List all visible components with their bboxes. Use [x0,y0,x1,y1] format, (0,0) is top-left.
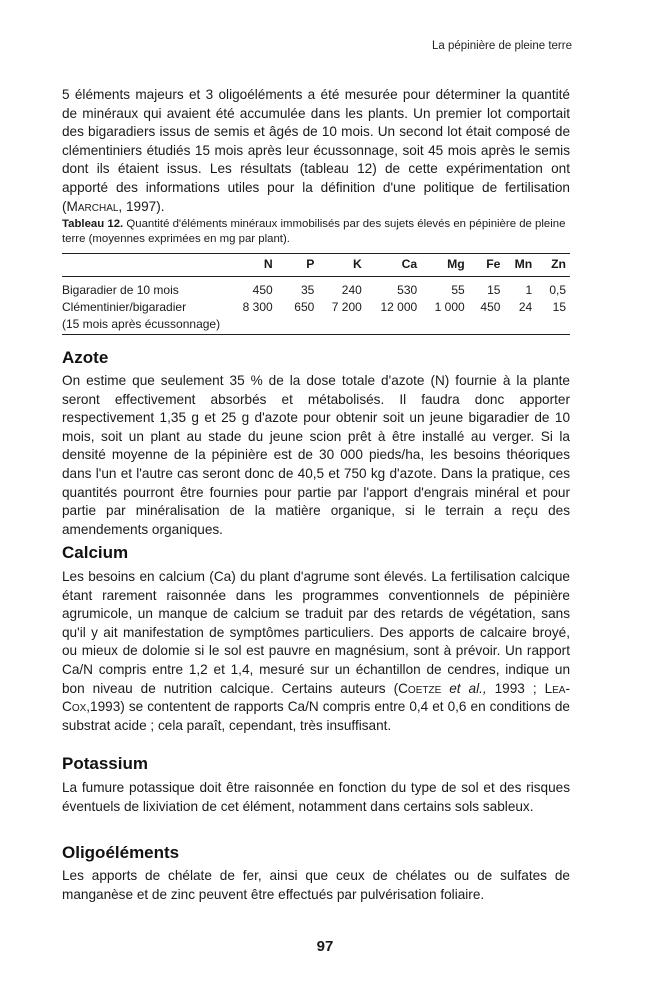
row-label: Clémentinier/bigaradier [62,300,187,314]
table-cell [318,315,366,335]
table-cell: 55 [451,283,465,297]
column-header: Zn [551,257,566,271]
calcium-text-end: ,1993) se contentent de rapports Ca/N compris entre 0,4 et 0,6 en conditions de substrat acide ; cela paraît, cependant, très insuffisant. [62,699,570,733]
table-cell [366,315,421,335]
section-heading-azote: Azote [62,348,109,367]
table-cell: 15 [552,300,566,314]
table-caption [62,217,570,247]
column-header: Fe [486,257,501,271]
table-cell: 15 [487,283,501,297]
column-header [62,254,233,277]
page-number: 97 [316,938,334,955]
row-label: Bigaradier de 10 mois [62,283,179,297]
intro-text: 5 éléments majeurs et 3 oligoéléments a été mesurée pour déterminer la quantité de minéraux qui avaient été accumulée dans les plants. Un premier lot comportait des bigaradiers issus de semis et âgés de 10 mois. Un second lot était composé de clémentiniers étudiés 15 mois après leur écussonnage, soit 45 mois après le semis dont ils étaient issus. Les résultats (tableau 12) de cette expérimentation ont apporté des informations utiles pour la définition d'une politique de fertilisation ( [62,87,570,214]
table-row [62,315,570,335]
table-cell: 7 200 [331,300,362,314]
table-cell [536,315,570,335]
citation-author: Lea-Cox [62,680,570,715]
column-header: Mn [514,257,533,271]
table-caption-text: Quantité d'éléments minéraux immobilisés par des sujets élevés en pépinière de pleine terre (moyennes exprimées en mg par plant). [62,218,566,245]
citation-author: Coetze [398,680,442,696]
section-text-azote: On estime que seulement 35 % de la dose totale d'azote (N) fournie à la plante seront effectivement absorbés et métabolisés. Il faudra donc apporter respectivement 1,35 g et 25 g d'azote pour obtenir soit un jeune bigaradier de 10 mois, soit un plant au stade du jeune scion prêt à être installé au verger. Si la densité moyenne de la pépinière est de 30 000 pieds/ha, les besoins théoriques dans l'un et l'autre cas seront donc de 40,5 et 750 kg d'azote. Dans la pratique, ces quantités pourront être fournies pour partie par l'apport d'engrais minéral et pour partie par minéralisation de la matière organique, si le terrain a reçu des amendements organiques. [62,373,570,537]
table-caption-label: Tableau 12. [62,218,124,230]
table-cell: 240 [341,283,362,297]
section-text-oligoelements: Les apports de chélate de fer, ainsi que ceux de chélates ou de sulfates de manganèse et de zinc peuvent être effectués par pulvérisation foliaire. [62,868,570,902]
table-cell: 24 [518,300,533,314]
column-header: P [306,257,315,271]
citation-author: Marchal [66,198,119,214]
table-cell [277,315,319,335]
table-cell: 8 300 [242,300,273,314]
table-cell: 530 [397,283,418,297]
table-cell: 1 [525,283,533,297]
section-heading-potassium: Potassium [62,754,148,773]
intro-paragraph [62,86,570,216]
section-text-potassium: La fumure potassique doit être raisonnée en fonction du type de sol et des risques éventuels de lixiviation de cet élément, notamment dans certains sols sableux. [62,780,570,814]
section-text-calcium [62,568,570,735]
section-heading-calcium: Calcium [62,543,129,562]
table-cell [421,315,469,335]
table-cell: 1 000 [434,300,465,314]
section-heading-oligoelements: Oligoéléments [62,843,180,862]
table-cell: 35 [300,283,315,297]
table-row [62,298,570,315]
table-header-row [62,254,570,277]
column-header: Mg [447,257,465,271]
table-cell [469,315,505,335]
citation-year: 1993 ; [486,680,545,696]
table-cell [504,315,536,335]
table-cell: 450 [480,300,501,314]
row-label: (15 mois après écussonnage) [62,317,221,331]
mineral-table [62,253,570,335]
table-cell: 450 [252,283,273,297]
running-header: La pépinière de pleine terre [431,40,572,52]
table-cell: 650 [294,300,315,314]
citation-year: , 1997). [118,198,165,214]
column-header: Ca [401,257,418,271]
table-cell [233,315,277,335]
table-cell: 12 000 [380,300,418,314]
column-header: K [353,257,362,271]
calcium-text-start: Les besoins en calcium (Ca) du plant d'agrume sont élevés. La fertilisation calcique étant rarement raisonnée dans les programmes conventionnels de pépinière agrumicole, un manque de calcium se traduit par des retards de végétation, sans qu'il y ait manifestation de symptômes particuliers. Des apports de calcaire broyé, ou mieux de dolomie si le sol est pauvre en magnésium, sont à prévoir. Un rapport Ca/N compris entre 1,2 et 1,4, mesuré sur un échantillon de cendres, indique un bon niveau de nutrition calcique. Certains auteurs ( [62,569,570,696]
citation-etal: et al., [441,680,487,696]
column-header: N [263,257,273,271]
table-cell: 0,5 [549,283,566,297]
table-row [62,277,570,299]
